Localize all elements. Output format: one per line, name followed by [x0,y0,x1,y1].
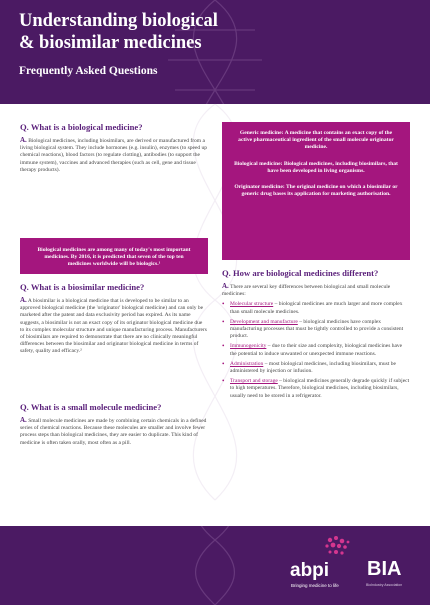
page-subtitle: Frequently Asked Questions [19,65,158,77]
section-small-molecule [20,402,208,450]
callout-box-left [20,238,208,274]
bia-subtitle: BioIndustry Association [366,583,403,587]
list-item-text: – most biological medicines, including biosimilars, must be administered by injection or infusion. [230,360,396,375]
footer [0,526,430,605]
list-item [222,343,410,357]
callout-box-right [222,122,410,260]
list-item-text: – due to their size and complexity, biological medicines have the potential to induce unwanted or unexpected immune reactions. [230,343,403,357]
list-item-term: Administration [230,360,264,367]
list-item [222,319,410,341]
section-biological [20,122,208,177]
list-item-text: – biological medicines generally degrade quickly if subject to high temperatures. Therefore, biological medicines, including biosimilars, usually need to be stored in a refrigerator. [230,378,410,399]
answer-marker: A. [20,136,27,144]
section-differences [222,268,410,403]
list-item-term: Molecular structure [230,301,274,308]
list-item-text: – biological medicines have complex manufacturing processes that must be tightly controlled to provide a consistent product. [230,318,404,340]
list-item-term: Development and manufacture [230,318,298,325]
answer-text [20,417,208,447]
list-item [222,378,410,400]
abpi-tagline: Bringing medicine to life [291,583,339,588]
question-heading: Q. What is a small molecule medicine? [20,402,162,412]
callout-text: Biological medicines are among many of today's most important medicines. By 2016, it is predicted that seven of the top ten medicines worldwide will be biologics.¹ [37,247,191,268]
differences-list [222,301,410,399]
list-item-text: – biological medicines are much larger and more complex than small molecule medicines. [230,301,403,315]
list-item [222,301,410,315]
definition-biological: Biological medicine: Biological medicines, including biosimilars, that have been developed in living organisms. [234,160,398,174]
answer-body: A biosimilar is a biological medicine that is developed to be similar to an approved biological medicine (the 'originator' biological medicine) and can only be marketed after the patent and data exclusivity period has expired. As its name suggests, a biosimilar is not an exact copy of its originator biological medicine due to its complex molecular structure and unique manufacturing process. Manufacturers of biosimilars are required to demonstrate that there are no clinically meaningful differences between the biosimilar and originator biological medicine in terms of safety, quality and efficacy.² [20,298,207,355]
answer-marker: A. [20,416,27,424]
question-heading: Q. What is a biosimilar medicine? [20,282,145,292]
abpi-logo-dots-icon [318,534,352,560]
answer-body: Biological medicines, including biosimilars, are derived or manufactured from a living biological system. They include hormones (e.g. insulin), enzymes (to speed up chemical reactions), blood factors (to regulate clotting), antibodies (to support the immune system), vaccines and advanced therapies (such as cell, gene and tissue therapy products). [20,138,208,173]
answer-text [20,137,208,174]
answer-text [20,297,208,356]
answer-marker: A. [20,296,27,304]
list-item-term: Transport and storage [230,378,278,385]
question-heading: Q. What is a biological medicine? [20,122,143,132]
definition-originator: Originator medicine: The original medicine on which a biosimilar or generic drug bases its application for marketing authorisation. [234,184,398,198]
section-biosimilar [20,282,208,359]
abpi-logo: abpi [290,560,330,581]
bia-logo: BIA [367,558,402,580]
definition-generic: Generic medicine: A medicine that contains an exact copy of the active pharmaceutical ingredient of the small molecule originator medicine. [238,130,394,151]
header [0,0,430,105]
answer-text [222,283,410,298]
title-line-1: Understanding biological [19,11,218,31]
answer-intro: There are several key differences between biological and small molecule medicines: [222,284,391,298]
title-line-2: & biosimilar medicines [19,33,202,53]
list-item-term: Immunogenicity [230,343,267,350]
question-heading: Q. How are biological medicines different? [222,268,379,278]
answer-marker: A. [222,282,229,290]
page-title [19,10,349,54]
list-item [222,361,410,375]
answer-body: Small molecule medicines are made by combining certain chemicals in a defined series of chemical reactions. Because these molecules are smaller and involve fewer process steps than biological medicines, they are easier to duplicate. This kind of medicine is often taken orally, most often as a pill. [20,418,207,446]
